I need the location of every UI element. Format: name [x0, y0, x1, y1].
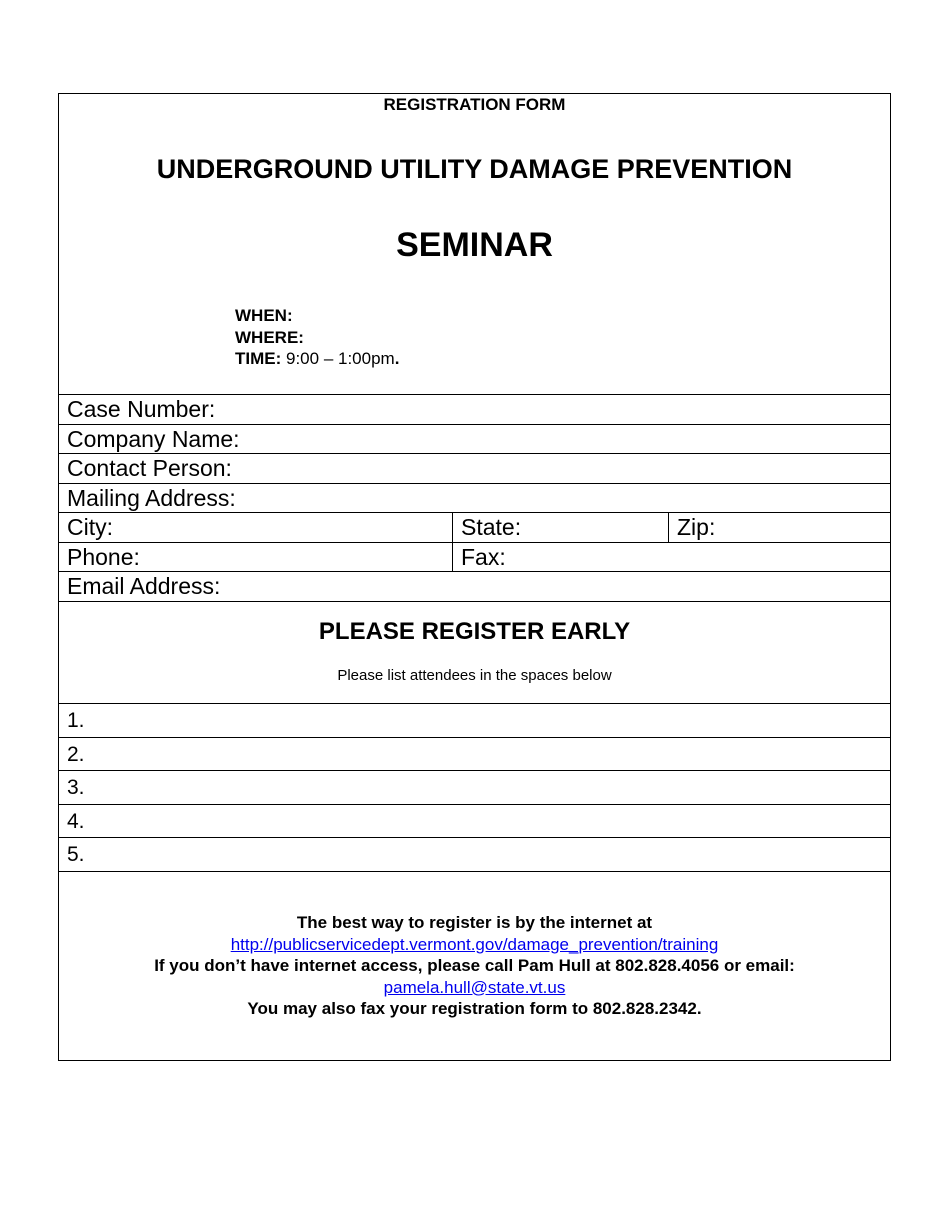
- email-row[interactable]: [59, 572, 890, 602]
- contact-person-field[interactable]: Contact Person:: [67, 455, 232, 481]
- footer-line-fax: You may also fax your registration form to 802.828.2342.: [247, 999, 702, 1018]
- time-suffix: .: [394, 349, 400, 368]
- attendee-row-4[interactable]: 4.: [59, 805, 890, 839]
- registration-link[interactable]: http://publicservicedept.vermont.gov/damage_prevention/training: [230, 934, 719, 954]
- event-details: [235, 305, 399, 370]
- page-title: UNDERGROUND UTILITY DAMAGE PREVENTION: [156, 154, 793, 184]
- register-title: PLEASE REGISTER EARLY: [318, 618, 631, 645]
- fax-field[interactable]: Fax:: [452, 543, 890, 572]
- attendee-row-1[interactable]: 1.: [59, 704, 890, 738]
- company-name-field[interactable]: Company Name:: [67, 425, 240, 452]
- zip-field[interactable]: Zip:: [668, 513, 890, 542]
- register-section: [59, 600, 890, 704]
- attendee-row-3[interactable]: 3.: [59, 771, 890, 805]
- form-header: [59, 94, 890, 395]
- city-field[interactable]: City:: [67, 514, 113, 540]
- state-field[interactable]: State:: [452, 513, 668, 542]
- when-label: WHEN:: [235, 306, 293, 325]
- mailing-address-field[interactable]: Mailing Address:: [67, 484, 236, 511]
- registration-form: [58, 93, 891, 1061]
- email-field[interactable]: Email Address:: [67, 573, 221, 599]
- mailing-address-row[interactable]: [59, 484, 890, 514]
- city-state-zip-row: [59, 513, 890, 543]
- where-line: [235, 327, 399, 349]
- when-line: [235, 305, 399, 327]
- register-subtitle: Please list attendees in the spaces below: [337, 667, 612, 684]
- time-value: 9:00 – 1:00pm: [281, 349, 395, 368]
- attendee-row-2[interactable]: 2.: [59, 738, 890, 772]
- footer-email-line: [59, 977, 890, 999]
- form-label: REGISTRATION FORM: [383, 95, 566, 114]
- company-name-row[interactable]: [59, 425, 890, 455]
- case-number-field[interactable]: Case Number:: [67, 396, 216, 422]
- footer-instructions: [59, 912, 890, 1020]
- email-link[interactable]: pamela.hull@state.vt.us: [383, 977, 566, 997]
- footer-line-phone: If you don’t have internet access, please call Pam Hull at 802.828.4056 or email:: [154, 956, 795, 975]
- phone-fax-row: [59, 543, 890, 573]
- contact-person-row[interactable]: [59, 454, 890, 484]
- footer-line-internet: The best way to register is by the internet at: [296, 913, 653, 932]
- case-number-row[interactable]: [59, 395, 890, 425]
- phone-field[interactable]: Phone:: [67, 543, 140, 570]
- attendee-row-5[interactable]: 5.: [59, 838, 890, 872]
- time-label: TIME:: [235, 349, 282, 368]
- time-line: [235, 348, 399, 370]
- page-subtitle: SEMINAR: [396, 226, 553, 264]
- footer-link-line: [59, 934, 890, 956]
- where-label: WHERE:: [235, 327, 304, 347]
